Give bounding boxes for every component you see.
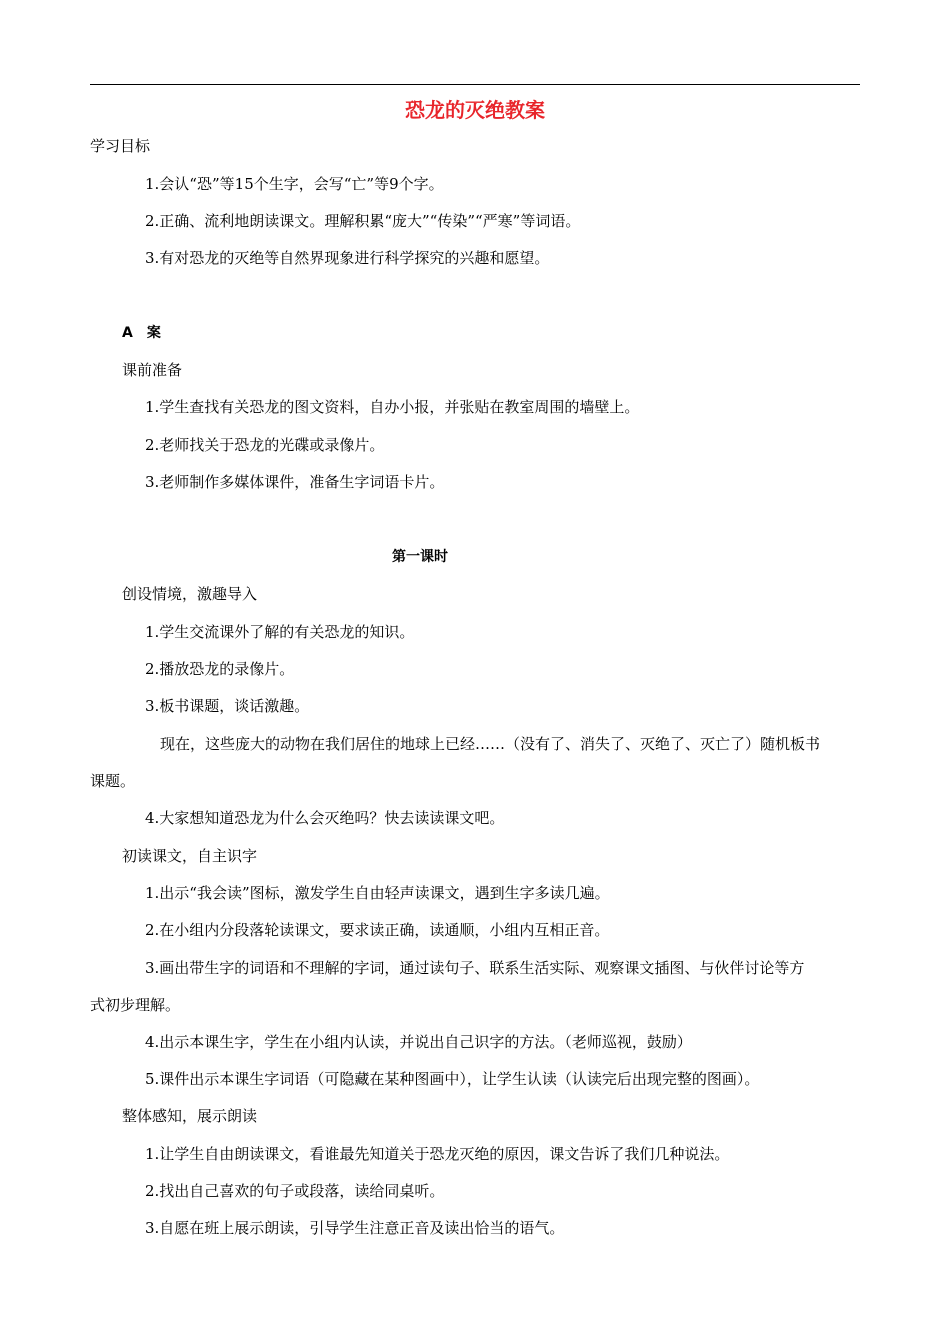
section1-item: 3.板书课题，谈话激趣。	[145, 697, 310, 715]
section2-item: 1.出示“我会读”图标，激发学生自由轻声读课文，遇到生字多读几遍。	[145, 884, 610, 902]
section3-item: 1.让学生自由朗读课文，看谁最先知道关于恐龙灭绝的原因，课文告诉了我们几种说法。	[145, 1145, 730, 1163]
lesson-heading: 第一课时	[392, 549, 448, 565]
objective-item: 1.会认“恐”等15个生字，会写“亡”等9个字。	[145, 175, 444, 193]
section1-item: 1.学生交流课外了解的有关恐龙的知识。	[145, 623, 415, 641]
document-title: 恐龙的灭绝教案	[405, 98, 545, 122]
section1-item: 2.播放恐龙的录像片。	[145, 660, 295, 678]
section2-item: 2.在小组内分段落轮读课文，要求读正确，读通顺，小组内互相正音。	[145, 921, 610, 939]
header-rule	[90, 84, 860, 85]
section1-item: 4.大家想知道恐龙为什么会灭绝吗？快去读读课文吧。	[145, 809, 505, 827]
section1-heading: 创设情境，激趣导入	[122, 585, 258, 603]
section1-paragraph: 现在，这些庞大的动物在我们居住的地球上已经……（没有了、消失了、灭绝了、灭亡了）随机板书	[160, 735, 821, 753]
objectives-heading: 学习目标	[90, 137, 151, 155]
section2-item: 3.画出带生字的词语和不理解的字词，通过读句子、联系生活实际、观察课文插图、与伙伴讨论等方	[145, 959, 805, 977]
section3-item: 3.自愿在班上展示朗读，引导学生注意正音及读出恰当的语气。	[145, 1219, 565, 1237]
section3-heading: 整体感知，展示朗读	[122, 1107, 258, 1125]
plan-a-heading: A 案	[122, 325, 161, 341]
prep-item: 2.老师找关于恐龙的光碟或录像片。	[145, 436, 385, 454]
section2-item: 5.课件出示本课生字词语（可隐藏在某种图画中），让学生认读（认读完后出现完整的图画）。	[145, 1070, 760, 1088]
section2-item: 4.出示本课生字，学生在小组内认读，并说出自己识字的方法。（老师巡视，鼓励）	[145, 1033, 692, 1051]
section2-item-cont: 式初步理解。	[90, 996, 181, 1014]
prep-heading: 课前准备	[122, 361, 183, 379]
prep-item: 1.学生查找有关恐龙的图文资料，自办小报，并张贴在教室周围的墙壁上。	[145, 398, 640, 416]
prep-item: 3.老师制作多媒体课件，准备生字词语卡片。	[145, 473, 445, 491]
objective-item: 2.正确、流利地朗读课文。理解积累“庞大”“传染”“严寒”等词语。	[145, 212, 581, 230]
section3-item: 2.找出自己喜欢的句子或段落，读给同桌听。	[145, 1182, 445, 1200]
section2-heading: 初读课文，自主识字	[122, 847, 258, 865]
section1-paragraph-cont: 课题。	[90, 772, 136, 790]
objective-item: 3.有对恐龙的灭绝等自然界现象进行科学探究的兴趣和愿望。	[145, 249, 550, 267]
